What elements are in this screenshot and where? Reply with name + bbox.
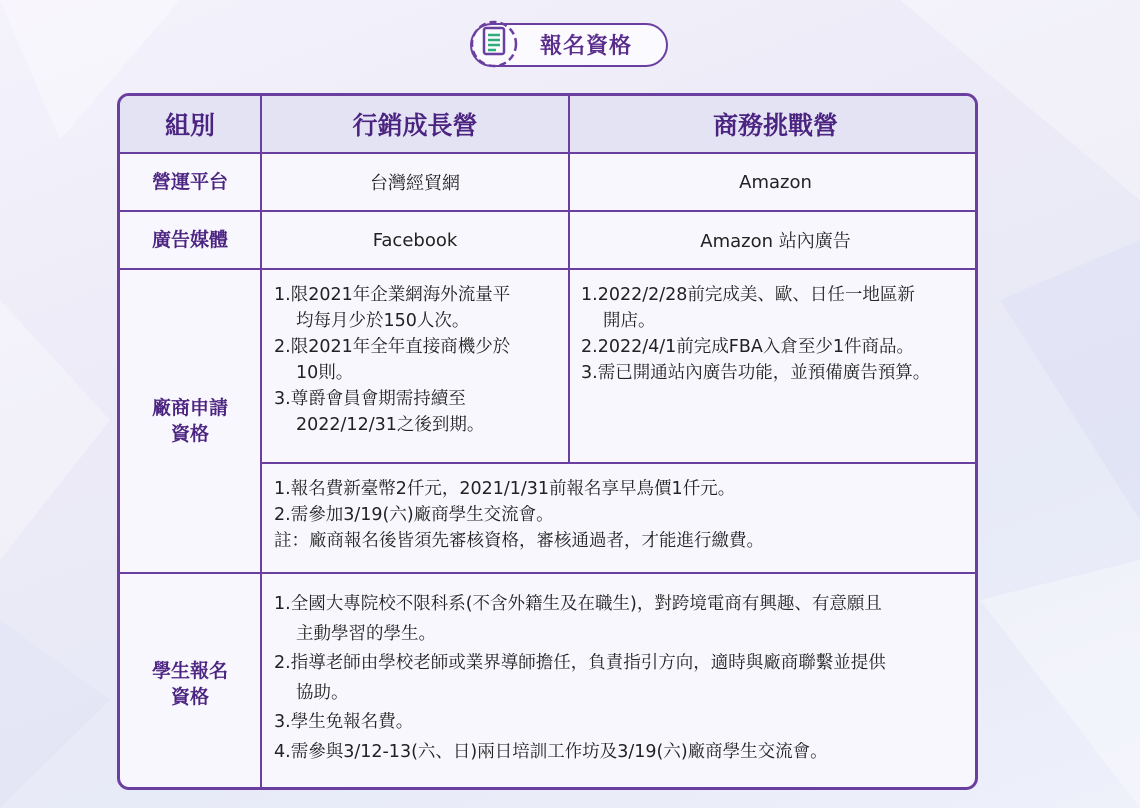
platform-business: Amazon: [739, 171, 812, 193]
vendor-marketing-cell: [274, 282, 568, 438]
platform-marketing-cell: [262, 154, 568, 210]
vendor-business-item: 開店。: [603, 311, 656, 331]
platform-business-cell: [570, 154, 978, 210]
header-group-label: 組別: [164, 111, 215, 140]
student-item: 1.全國大專院校不限科系(不含外籍生及在職生)，對跨境電商有興趣、有意願且: [274, 594, 882, 614]
vendor-business-item: 2.2022/4/1前完成FBA入倉至少1件商品。: [581, 337, 914, 357]
divider: [120, 572, 978, 574]
ad-media-business: Amazon 站內廣告: [700, 231, 851, 252]
platform-label: 營運平台: [151, 171, 228, 193]
divider: [262, 462, 978, 464]
student-item: 協助。: [296, 682, 349, 703]
header-business-label: 商務挑戰營: [712, 111, 838, 140]
divider: [568, 96, 570, 462]
vendor-business-item: 3.需已開通站內廣告功能，並預備廣告預算。: [581, 363, 931, 383]
vendor-marketing-item: 10則。: [296, 363, 354, 383]
vendor-marketing-item: 3.尊爵會員會期需持續至: [274, 389, 466, 409]
divider: [120, 210, 978, 212]
vendor-common-item: 2.需參加3/19(六)廠商學生交流會。: [274, 505, 554, 525]
student-label-cell: [120, 574, 260, 790]
student-item: 2.指導老師由學校老師或業界導師擔任，負責指引方向，適時與廠商聯繫並提供: [274, 653, 886, 673]
ad-media-marketing-cell: [262, 212, 568, 268]
vendor-marketing-item: 1.限2021年企業網海外流量平: [274, 285, 511, 305]
platform-marketing: 台灣經貿網: [370, 173, 460, 194]
header-marketing-label: 行銷成長營: [352, 111, 478, 140]
vendor-marketing-item: 2.限2021年全年直接商機少於: [274, 337, 511, 357]
vendor-business-cell: [581, 282, 978, 386]
divider: [120, 152, 978, 154]
page-title: 報名資格: [540, 34, 633, 59]
vendor-marketing-item: 2022/12/31之後到期。: [296, 415, 485, 435]
ad-media-business-cell: [570, 212, 978, 268]
document-gear-icon: [464, 14, 524, 72]
student-item: 3.學生免報名費。: [274, 712, 414, 732]
header-marketing: [262, 96, 568, 152]
header-business: [570, 96, 978, 152]
vendor-business-item: 1.2022/2/28前完成美、歐、日任一地區新: [581, 285, 915, 305]
vendor-common-note: 註：廠商報名後皆須先審核資格，審核通過者，才能進行繳費。: [274, 531, 764, 551]
divider: [260, 96, 262, 790]
student-label: [152, 658, 228, 710]
ad-media-marketing: Facebook: [372, 229, 458, 251]
ad-media-label: 廣告媒體: [151, 229, 228, 251]
vendor-common-cell: [274, 476, 974, 554]
vendor-label-line2: 資格: [170, 423, 209, 445]
student-item: 4.需參與3/12-13(六、日)兩日培訓工作坊及3/19(六)廠商學生交流會。: [274, 741, 828, 762]
student-label-line1: 學生報名: [151, 659, 228, 682]
vendor-common-item: 1.報名費新臺幣2仟元，2021/1/31前報名享早鳥價1仟元。: [274, 479, 736, 499]
eligibility-table: [117, 93, 978, 790]
platform-label-cell: [120, 154, 260, 210]
vendor-label: [152, 395, 228, 447]
vendor-label-cell: [120, 270, 260, 572]
student-items-cell: [274, 590, 974, 767]
vendor-label-line1: 廠商申請: [151, 397, 228, 419]
student-label-line2: 資格: [170, 685, 209, 708]
vendor-marketing-item: 均每月少於150人次。: [296, 311, 470, 331]
header-group: [120, 96, 260, 152]
ad-media-label-cell: [120, 212, 260, 268]
student-item: 主動學習的學生。: [296, 623, 436, 644]
divider: [120, 268, 978, 270]
